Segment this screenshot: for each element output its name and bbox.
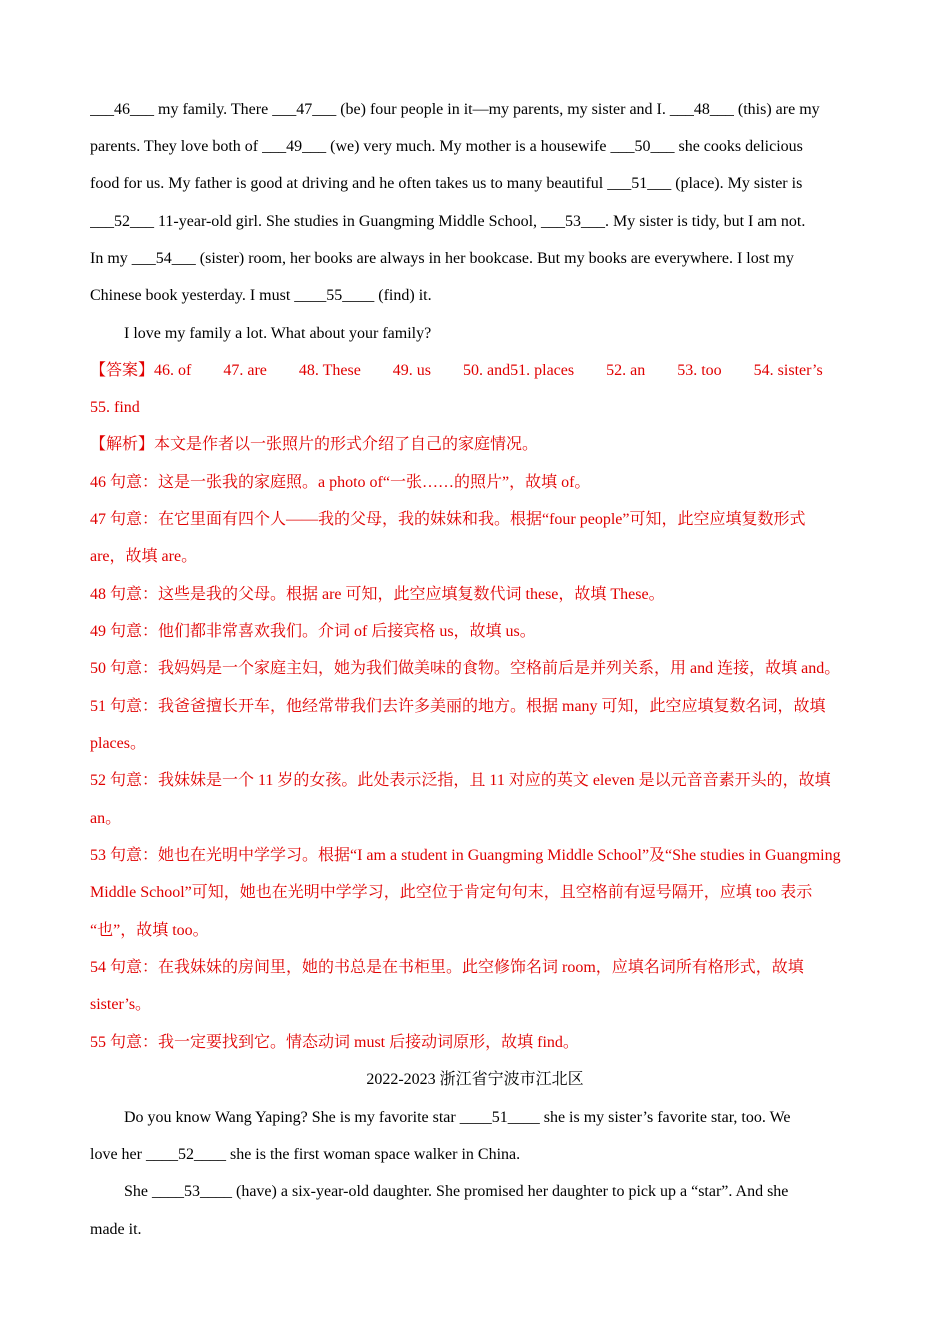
passage2-line: made it. [90,1221,142,1238]
analysis-line: 51 句意：我爸爸擅长开车，他经常带我们去许多美丽的地方。根据 many 可知，此空应填复数名词，故填 [90,698,826,715]
section-title: 2022-2023 浙江省宁波市江北区 [366,1071,584,1088]
analysis-line: sister’s。 [90,996,152,1013]
analysis-line: 46 句意：这是一张我的家庭照。a photo of“一张……的照片”，故填 of。 [90,474,591,491]
answer-item: 53. too [677,362,722,379]
passage1-line: ___46___ my family. There ___47___ (be) four people in it—my parents, my sister and I. ___48___ (this) are my [90,101,820,118]
analysis-line: 48 句意：这些是我的父母。根据 are 可知，此空应填复数代词 these，故填 These。 [90,586,665,603]
passage1-line: ___52___ 11-year-old girl. She studies in Guangming Middle School, ___53___. My sister is tidy, but I am not. [90,213,806,230]
passage1-line: Chinese book yesterday. I must ____55____ (find) it. [90,287,432,304]
answer-item: 49. us [392,362,432,379]
passage1-line: food for us. My father is good at driving and he often takes us to many beautiful ___51___ (place). My sister is [90,175,803,192]
passage1-closing: I love my family a lot. What about your family? [124,325,432,342]
answer-item: 54. sister’s [753,362,823,379]
answer-item: 55. find [90,399,140,416]
analysis-intro-line [90,435,860,455]
passage1-line: In my ___54___ (sister) room, her books are always in her bookcase. But my books are everywhere. I lost my [90,250,794,267]
answer-label: 【答案】 [90,362,155,379]
answer-item: 47. are [223,362,267,379]
answer-item: 52. an [606,362,646,379]
analysis-line: an。 [90,810,122,827]
analysis-line: 47 句意：在它里面有四个人——我的父母，我的妹妹和我。根据“four people”可知，此空应填复数形式 [90,511,806,528]
analysis-line: 50 句意：我妈妈是一个家庭主妇，她为我们做美味的食物。空格前后是并列关系，用 and 连接，故填 and。 [90,660,841,677]
analysis-label: 【解析】 [90,436,155,453]
answer-item: 46. of [154,362,192,379]
passage2-line: Do you know Wang Yaping? She is my favorite star ____51____ she is my sister’s favorite star, too. We [124,1109,791,1126]
answer-item: 50. and51. places [463,362,575,379]
analysis-intro: 本文是作者以一张照片的形式介绍了自己的家庭情况。 [154,436,539,453]
analysis-line: 49 句意：他们都非常喜欢我们。介词 of 后接宾格 us，故填 us。 [90,623,536,640]
analysis-line: “也”，故填 too。 [90,922,209,939]
passage2-line: She ____53____ (have) a six-year-old daughter. She promised her daughter to pick up a “star”. And she [124,1183,789,1200]
answer-item: 48. These [298,362,361,379]
answer-line [90,361,860,381]
analysis-line: places。 [90,735,146,752]
analysis-line: Middle School”可知，她也在光明中学学习，此空位于肯定句句末，且空格前有逗号隔开，应填 too 表示 [90,884,813,901]
analysis-line: 55 句意：我一定要找到它。情态动词 must 后接动词原形，故填 find。 [90,1034,579,1051]
analysis-line: are，故填 are。 [90,548,198,565]
passage1-line: parents. They love both of ___49___ (we) very much. My mother is a housewife ___50___ she cooks delicious [90,138,803,155]
analysis-line: 52 句意：我妹妹是一个 11 岁的女孩。此处表示泛指，且 11 对应的英文 eleven 是以元音音素开头的，故填 [90,772,831,789]
analysis-line: 53 句意：她也在光明中学学习。根据“I am a student in Guangming Middle School”及“She studies in Guangming [90,847,841,864]
passage2-line: love her ____52____ she is the first woman space walker in China. [90,1146,521,1163]
analysis-line: 54 句意：在我妹妹的房间里，她的书总是在书柜里。此空修饰名词 room，应填名词所有格形式，故填 [90,959,804,976]
